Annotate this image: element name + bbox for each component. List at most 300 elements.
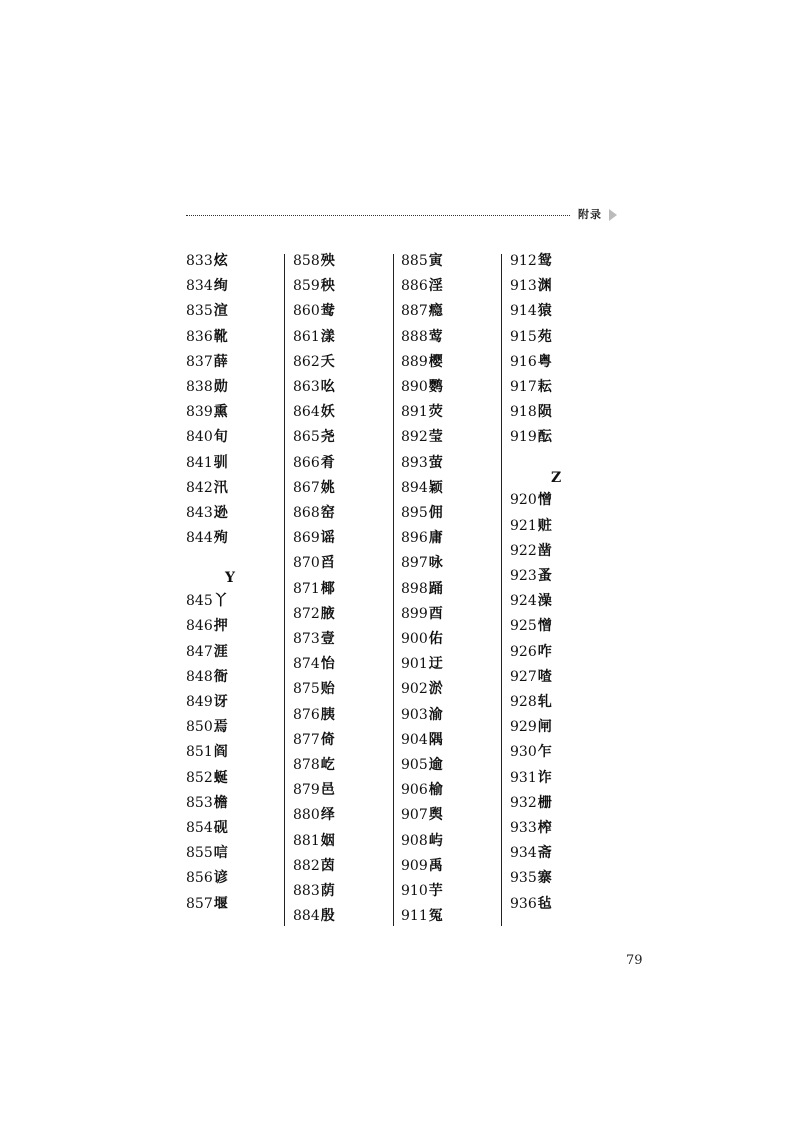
- index-entry: [293, 753, 335, 778]
- entry-number: 906: [401, 782, 428, 799]
- entry-character: 萤: [428, 454, 443, 471]
- entry-character: 莹: [428, 429, 443, 446]
- index-entry: [510, 400, 552, 425]
- entry-number: 837: [186, 353, 213, 370]
- entry-number: 912: [510, 253, 537, 269]
- entry-number: 900: [401, 631, 428, 647]
- entry-number: 920: [510, 492, 537, 509]
- entry-number: 884: [293, 908, 320, 925]
- index-entry: [186, 325, 228, 350]
- entry-number: 922: [510, 542, 537, 559]
- entry-character: 唁: [213, 845, 228, 862]
- index-entry: [510, 589, 552, 614]
- entry-number: 835: [186, 303, 213, 320]
- index-entry: [293, 400, 335, 425]
- index-entry: [401, 829, 443, 854]
- entry-character: 胰: [320, 706, 335, 723]
- index-entry: [401, 803, 443, 828]
- entry-number: 850: [186, 719, 213, 736]
- entry-number: 898: [401, 580, 428, 597]
- index-entry: [293, 602, 335, 627]
- entry-character: 粤: [537, 353, 552, 370]
- entry-character: 斋: [537, 845, 552, 862]
- index-entry: [401, 879, 443, 904]
- entry-number: 904: [401, 731, 428, 748]
- index-entry: [293, 728, 335, 753]
- entry-character: 诈: [537, 769, 552, 786]
- index-entry: [293, 274, 335, 299]
- entry-number: 833: [186, 253, 213, 269]
- entry-character: 屹: [320, 757, 335, 773]
- section-letter-heading: Y: [225, 570, 235, 587]
- entry-character: 妖: [320, 404, 335, 421]
- index-entry: [186, 690, 228, 715]
- index-entry: [293, 501, 335, 526]
- index-entry: [293, 451, 335, 476]
- entry-character: 樱: [428, 353, 443, 370]
- entry-number: 846: [186, 618, 213, 635]
- column-divider: [284, 254, 285, 926]
- index-entry: [401, 577, 443, 602]
- entry-character: 颖: [428, 479, 443, 496]
- index-entry: [401, 778, 443, 803]
- entry-number: 895: [401, 505, 428, 521]
- entry-character: 憎: [537, 492, 552, 509]
- entry-number: 834: [186, 278, 213, 295]
- entry-character: 芋: [428, 883, 443, 899]
- entry-number: 873: [293, 631, 320, 647]
- index-entry: [186, 665, 228, 690]
- entry-number: 881: [293, 832, 320, 849]
- entry-character: 熏: [213, 404, 228, 421]
- entry-number: 860: [293, 303, 320, 320]
- entry-character: 贻: [320, 681, 335, 698]
- index-entry: [293, 703, 335, 728]
- entry-character: 薛: [213, 353, 228, 370]
- entry-number: 896: [401, 530, 428, 547]
- entry-character: 陨: [537, 404, 552, 421]
- entry-character: 堰: [213, 895, 228, 912]
- entry-number: 893: [401, 454, 428, 471]
- entry-character: 殷: [320, 908, 335, 925]
- entry-number: 880: [293, 807, 320, 824]
- index-entry: [401, 703, 443, 728]
- index-entry: [186, 614, 228, 639]
- index-entry: [401, 652, 443, 677]
- index-entry: [510, 350, 552, 375]
- index-entry: [510, 488, 552, 513]
- entry-character: 隅: [428, 731, 443, 748]
- index-entry: [401, 274, 443, 299]
- index-entry: [401, 375, 443, 400]
- entry-number: 868: [293, 505, 320, 521]
- entry-character: 鸳: [537, 253, 552, 269]
- index-entry: [186, 816, 228, 841]
- entry-number: 864: [293, 404, 320, 421]
- entry-character: 肴: [320, 454, 335, 471]
- entry-character: 喳: [537, 668, 552, 685]
- entry-number: 892: [401, 429, 428, 446]
- entry-character: 倚: [320, 731, 335, 748]
- entry-number: 862: [293, 353, 320, 370]
- entry-number: 891: [401, 404, 428, 421]
- entry-number: 863: [293, 379, 320, 395]
- index-entry: [510, 690, 552, 715]
- entry-number: 890: [401, 379, 428, 395]
- index-entry: [186, 589, 228, 614]
- entry-number: 879: [293, 782, 320, 799]
- index-entry: [293, 526, 335, 551]
- index-entry: [293, 904, 335, 929]
- entry-number: 901: [401, 656, 428, 673]
- entry-number: 936: [510, 895, 537, 912]
- index-entry: [293, 677, 335, 702]
- entry-character: 蜒: [213, 769, 228, 786]
- entry-character: 苑: [537, 328, 552, 345]
- index-entry: [401, 526, 443, 551]
- entry-number: 841: [186, 454, 213, 471]
- index-entry: [293, 325, 335, 350]
- entry-number: 908: [401, 832, 428, 849]
- index-entry: [186, 274, 228, 299]
- index-entry: [186, 476, 228, 501]
- entry-number: 919: [510, 429, 537, 446]
- entry-character: 靴: [213, 328, 228, 345]
- entry-number: 923: [510, 568, 537, 584]
- entry-character: 夭: [320, 353, 335, 370]
- running-header-label: 附录: [578, 208, 602, 221]
- index-entry: [510, 425, 552, 450]
- entry-number: 870: [293, 555, 320, 572]
- entry-number: 887: [401, 303, 428, 320]
- entry-character: 猿: [537, 303, 552, 320]
- index-entry: [401, 400, 443, 425]
- index-entry: [401, 249, 443, 274]
- entry-character: 舀: [320, 555, 335, 572]
- entry-number: 921: [510, 517, 537, 534]
- entry-character: 逊: [213, 505, 228, 521]
- entry-number: 883: [293, 883, 320, 899]
- entry-character: 涯: [213, 643, 228, 660]
- entry-character: 驯: [213, 454, 228, 471]
- index-entry: [401, 325, 443, 350]
- index-entry: [401, 350, 443, 375]
- index-entry: [293, 652, 335, 677]
- entry-number: 845: [186, 593, 213, 610]
- index-entry: [186, 425, 228, 450]
- entry-character: 茵: [320, 857, 335, 874]
- entry-number: 847: [186, 643, 213, 660]
- entry-character: 汛: [213, 479, 228, 496]
- entry-number: 882: [293, 857, 320, 874]
- column-divider: [501, 254, 502, 926]
- entry-character: 逾: [428, 757, 443, 773]
- entry-character: 寅: [428, 253, 443, 269]
- header-dotted-rule: [186, 215, 570, 216]
- entry-number: 857: [186, 895, 213, 912]
- index-entry: [186, 526, 228, 551]
- entry-number: 915: [510, 328, 537, 345]
- entry-character: 赃: [537, 517, 552, 534]
- index-entry: [401, 451, 443, 476]
- entry-character: 淤: [428, 681, 443, 698]
- index-entry: [293, 299, 335, 324]
- entry-number: 849: [186, 694, 213, 710]
- entry-character: 酉: [428, 605, 443, 622]
- entry-number: 871: [293, 580, 320, 597]
- entry-character: 邑: [320, 782, 335, 799]
- entry-number: 878: [293, 757, 320, 773]
- entry-character: 衙: [213, 668, 228, 685]
- entry-character: 谚: [213, 870, 228, 887]
- entry-character: 砚: [213, 820, 228, 836]
- index-entry: [293, 879, 335, 904]
- entry-character: 鹦: [428, 379, 443, 395]
- index-entry: [510, 539, 552, 564]
- index-entry: [186, 866, 228, 891]
- entry-number: 859: [293, 278, 320, 295]
- entry-character: 谣: [320, 530, 335, 547]
- entry-number: 909: [401, 857, 428, 874]
- entry-character: 鸯: [320, 303, 335, 320]
- entry-character: 轧: [537, 694, 552, 710]
- entry-character: 淫: [428, 278, 443, 295]
- entry-character: 荫: [320, 883, 335, 899]
- entry-number: 839: [186, 404, 213, 421]
- entry-number: 894: [401, 479, 428, 496]
- index-entry: [186, 640, 228, 665]
- entry-character: 檐: [213, 794, 228, 811]
- entry-character: 寨: [537, 870, 552, 887]
- entry-number: 858: [293, 253, 320, 269]
- index-entry: [510, 892, 552, 917]
- entry-character: 冤: [428, 908, 443, 925]
- index-entry: [401, 904, 443, 929]
- entry-character: 勋: [213, 379, 228, 395]
- entry-number: 886: [401, 278, 428, 295]
- index-entry: [293, 854, 335, 879]
- entry-character: 绚: [213, 278, 228, 295]
- index-entry: [186, 451, 228, 476]
- triangle-arrow-icon: [609, 209, 617, 221]
- entry-character: 毡: [537, 895, 552, 912]
- section-letter-heading: Z: [551, 469, 562, 486]
- entry-number: 866: [293, 454, 320, 471]
- index-entry: [186, 299, 228, 324]
- index-entry: [293, 627, 335, 652]
- entry-number: 903: [401, 706, 428, 723]
- entry-character: 屿: [428, 832, 443, 849]
- entry-character: 腋: [320, 605, 335, 622]
- index-entry: [401, 602, 443, 627]
- entry-number: 876: [293, 706, 320, 723]
- index-entry: [401, 476, 443, 501]
- entry-character: 憎: [537, 618, 552, 635]
- entry-number: 905: [401, 757, 428, 773]
- entry-number: 852: [186, 769, 213, 786]
- entry-character: 禹: [428, 857, 443, 874]
- entry-character: 讶: [213, 694, 228, 710]
- page-number: 79: [626, 953, 643, 968]
- entry-character: 渊: [537, 278, 552, 295]
- entry-character: 闸: [537, 719, 552, 736]
- index-entry: [510, 740, 552, 765]
- entry-character: 尧: [320, 429, 335, 446]
- entry-character: 佣: [428, 505, 443, 521]
- entry-character: 蚤: [537, 568, 552, 584]
- entry-number: 844: [186, 530, 213, 547]
- entry-number: 907: [401, 807, 428, 824]
- index-entry: [401, 728, 443, 753]
- entry-number: 843: [186, 505, 213, 521]
- index-entry: [293, 778, 335, 803]
- entry-character: 姻: [320, 832, 335, 849]
- entry-character: 殉: [213, 530, 228, 547]
- index-entry: [293, 476, 335, 501]
- entry-number: 851: [186, 744, 213, 761]
- entry-character: 栅: [537, 794, 552, 811]
- index-entry: [510, 299, 552, 324]
- entry-number: 888: [401, 328, 428, 345]
- entry-number: 869: [293, 530, 320, 547]
- index-entry: [510, 514, 552, 539]
- entry-character: 迂: [428, 656, 443, 673]
- entry-character: 漾: [320, 328, 335, 345]
- index-entry: [401, 677, 443, 702]
- index-entry: [510, 665, 552, 690]
- entry-character: 渲: [213, 303, 228, 320]
- entry-number: 853: [186, 794, 213, 811]
- entry-number: 913: [510, 278, 537, 295]
- entry-number: 910: [401, 883, 428, 899]
- entry-character: 丫: [213, 593, 228, 610]
- entry-number: 861: [293, 328, 320, 345]
- index-entry: [401, 501, 443, 526]
- entry-number: 842: [186, 479, 213, 496]
- entry-number: 929: [510, 719, 537, 736]
- entry-number: 840: [186, 429, 213, 446]
- column-divider: [393, 254, 394, 926]
- index-entry: [510, 866, 552, 891]
- entry-number: 855: [186, 845, 213, 862]
- index-entry: [510, 640, 552, 665]
- entry-number: 926: [510, 643, 537, 660]
- entry-number: 874: [293, 656, 320, 673]
- entry-character: 窑: [320, 505, 335, 521]
- index-entry: [293, 577, 335, 602]
- entry-number: 899: [401, 605, 428, 622]
- entry-number: 889: [401, 353, 428, 370]
- entry-character: 渝: [428, 706, 443, 723]
- index-entry: [510, 375, 552, 400]
- entry-character: 榨: [537, 820, 552, 836]
- entry-number: 877: [293, 731, 320, 748]
- index-entry: [186, 892, 228, 917]
- index-entry: [186, 791, 228, 816]
- index-entry: [293, 803, 335, 828]
- index-entry: [510, 715, 552, 740]
- entry-character: 庸: [428, 530, 443, 547]
- entry-number: 865: [293, 429, 320, 446]
- entry-character: 焉: [213, 719, 228, 736]
- entry-number: 933: [510, 820, 537, 836]
- entry-character: 舆: [428, 807, 443, 824]
- entry-number: 934: [510, 845, 537, 862]
- index-entry: [510, 791, 552, 816]
- entry-character: 壹: [320, 631, 335, 647]
- index-entry: [293, 829, 335, 854]
- index-entry: [293, 425, 335, 450]
- entry-number: 917: [510, 379, 537, 395]
- entry-number: 867: [293, 479, 320, 496]
- index-entry: [510, 249, 552, 274]
- entry-character: 殃: [320, 253, 335, 269]
- entry-number: 848: [186, 668, 213, 685]
- index-entry: [510, 564, 552, 589]
- index-entry: [186, 249, 228, 274]
- entry-number: 838: [186, 379, 213, 395]
- index-entry: [401, 753, 443, 778]
- entry-number: 930: [510, 744, 537, 761]
- entry-character: 踊: [428, 580, 443, 597]
- entry-character: 秧: [320, 278, 335, 295]
- entry-character: 吆: [320, 379, 335, 395]
- entry-character: 凿: [537, 542, 552, 559]
- entry-character: 旬: [213, 429, 228, 446]
- entry-number: 924: [510, 593, 537, 610]
- index-entry: [293, 249, 335, 274]
- index-entry: [510, 841, 552, 866]
- entry-number: 935: [510, 870, 537, 887]
- entry-character: 乍: [537, 744, 552, 761]
- entry-number: 856: [186, 870, 213, 887]
- entry-character: 瘾: [428, 303, 443, 320]
- entry-number: 928: [510, 694, 537, 710]
- index-entry: [401, 299, 443, 324]
- entry-number: 927: [510, 668, 537, 685]
- index-entry: [293, 551, 335, 576]
- index-entry: [186, 501, 228, 526]
- index-entry: [186, 400, 228, 425]
- index-entry: [186, 766, 228, 791]
- entry-number: 836: [186, 328, 213, 345]
- entry-character: 耘: [537, 379, 552, 395]
- entry-character: 酝: [537, 429, 552, 446]
- index-entry: [510, 274, 552, 299]
- entry-character: 阎: [213, 744, 228, 761]
- index-entry: [401, 854, 443, 879]
- entry-number: 872: [293, 605, 320, 622]
- entry-number: 931: [510, 769, 537, 786]
- index-entry: [401, 551, 443, 576]
- entry-number: 918: [510, 404, 537, 421]
- entry-character: 炫: [213, 253, 228, 269]
- entry-number: 911: [401, 908, 428, 925]
- index-entry: [186, 375, 228, 400]
- entry-number: 914: [510, 303, 537, 320]
- index-entry: [510, 325, 552, 350]
- entry-character: 绎: [320, 807, 335, 824]
- entry-number: 932: [510, 794, 537, 811]
- entry-character: 咏: [428, 555, 443, 572]
- entry-number: 902: [401, 681, 428, 698]
- entry-character: 押: [213, 618, 228, 635]
- entry-number: 916: [510, 353, 537, 370]
- entry-number: 854: [186, 820, 213, 836]
- index-entry: [510, 816, 552, 841]
- index-entry: [293, 375, 335, 400]
- entry-number: 925: [510, 618, 537, 635]
